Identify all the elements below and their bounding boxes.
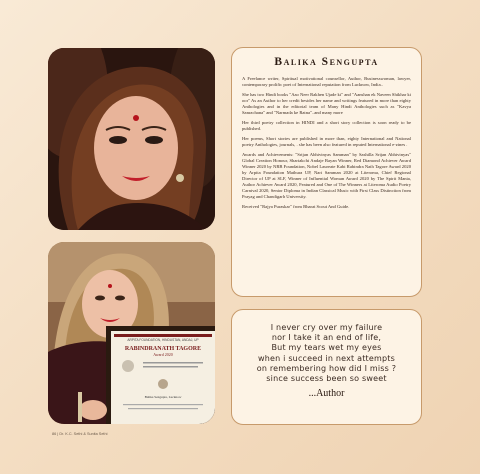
bio-paragraph-awards: Awards and Achievements: "Srijan Abhivinyas Samman" by Sashilla Srijan Abhivinyas" Global Creation Honour, Shartakchi Andaje Bayan Winner, Red Diamond Achiever Award Winner 2020 by NRB Foundation, Nobel Laureate Kabi Rabindra Nath Tagore Award 2020 by Arpita Foundation Mathura UP, Nari Samman 2020 at Literoma, Chief Regional Director of UP at SLF, Winner of Influential Woman Award 2020 by The Spirit Mania, Author Achiever Award 2020, Featured and One of The Winners at Literoma Audio Poetry Carnival 2020, Senior Diploma in Indian Classical Music with First Class Distinction from Prayag and Chandigarh University. bbox=[242, 152, 411, 199]
quote-line: nor I take it an end of life, bbox=[271, 333, 382, 343]
quote-line: But my tears wet my eyes bbox=[271, 343, 382, 353]
certificate-title: RABINDRANATH TAGORE bbox=[124, 346, 202, 352]
author-award-photo bbox=[48, 242, 215, 424]
bio-paragraph-upcoming: Her third poetry collection in HINDI and a short story collection is soon ready to be published. bbox=[242, 120, 411, 131]
bio-paragraph-puraskar: Received "Rajya Puraskar" from Bharat Scout And Guide. bbox=[242, 204, 350, 209]
quote-line: when i succeed in next attempts bbox=[258, 353, 395, 363]
bio-card bbox=[231, 47, 422, 297]
bio-paragraph-publications: Her poems, Short stories are published in more than, eighty International and National poetry Anthologies, journals, . she has been also featured in reputed International e-zines . bbox=[242, 136, 411, 147]
page-footer: 86 | Dr. K.C. Sethi & Sunita Sethi bbox=[52, 432, 108, 436]
certificate-header: ARPITA FOUNDATION, HINDUSTAN, ANDAJ, UP bbox=[127, 338, 199, 342]
quote-author: ...Author bbox=[308, 388, 345, 400]
author-name: Balika Sengupta bbox=[274, 56, 379, 68]
author-portrait-photo bbox=[48, 48, 215, 230]
quote-line: since success been so sweet bbox=[266, 374, 387, 384]
certificate-recipient: Balika Sengupta, Lucknow bbox=[144, 395, 182, 399]
bio-paragraph-intro: A Freelance writer, Spiritual motivational counsellor, Author, Businesswoman, lawyer, contemporary prolific poet of International reputation from Lucknow, India.. bbox=[242, 76, 411, 87]
quote-card bbox=[231, 309, 422, 425]
certificate-subtitle: Award 2020 bbox=[153, 352, 173, 357]
quote-line: on remembering how did I miss ? bbox=[256, 363, 397, 373]
bio-paragraph-books: She has two Hindi books "Aao Neer Rakhen Ujade ki" and "Aanshan ek Naveen Shikhar ki oor" As an Author to her credit besides her name and writings featured in more than eighty Anthologies and in the editorial team of Many Hindi Anthologies such as "Kavya Sanrachana" and "Narmada ke Ratna"..and many more bbox=[242, 92, 411, 115]
quote-line: I never cry over my failure bbox=[270, 323, 383, 332]
